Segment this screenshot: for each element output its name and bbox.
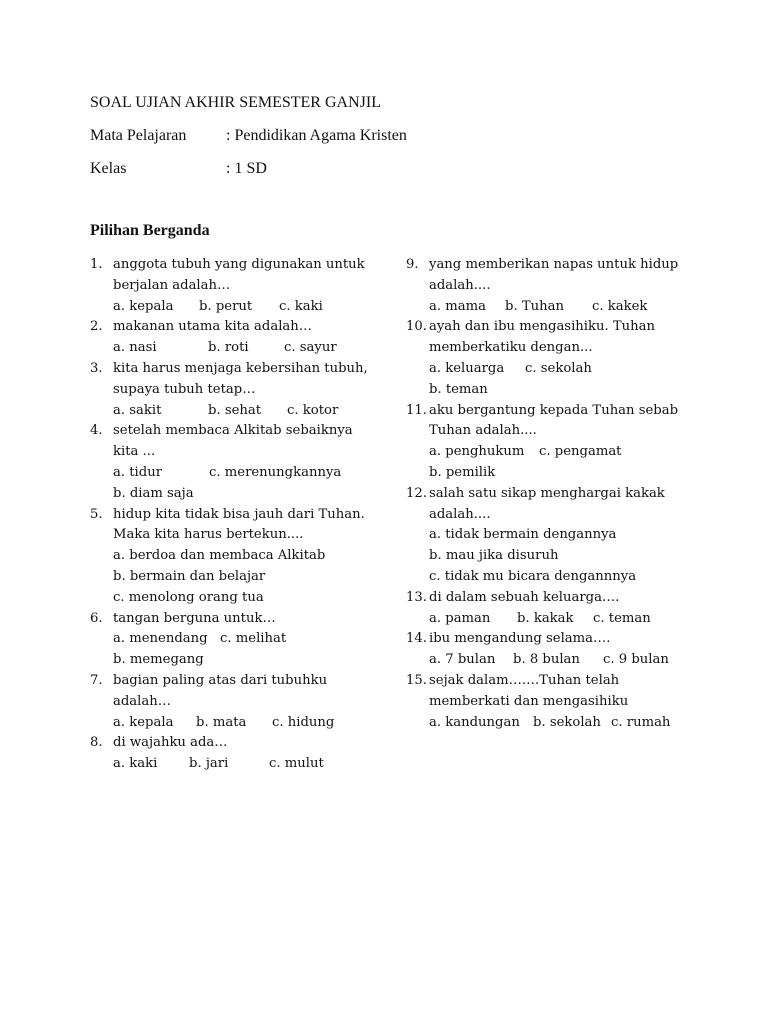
answer-option: c. kaki: [279, 298, 323, 314]
answer-option: a. nasi: [113, 340, 157, 356]
answer-option: c. melihat: [220, 631, 287, 647]
answer-option: b. Tuhan: [505, 298, 564, 314]
section-title: Pilihan Berganda: [90, 222, 210, 239]
answer-option: a. tidak bermain dengannya: [429, 527, 617, 543]
answer-option: b. diam saja: [113, 485, 194, 501]
answer-option: a. keluarga: [429, 360, 505, 376]
answer-option: a. kaki: [113, 756, 158, 772]
answer-option: c. menolong orang tua: [113, 589, 264, 605]
answer-option: b. teman: [429, 381, 488, 397]
answer-option: c. pengamat: [539, 444, 622, 460]
question-item: [90, 671, 390, 733]
answer-option: b. perut: [199, 298, 253, 314]
options-row: [113, 754, 390, 775]
question-number: 7.: [90, 672, 103, 688]
question-number: 11.: [406, 402, 427, 418]
class-label: Kelas: [90, 160, 127, 177]
question-text: makanan utama kita adalah…: [113, 319, 312, 335]
answer-option: c. tidak mu bicara dengannnya: [429, 568, 637, 584]
question-item: [406, 255, 706, 317]
class-value: : 1 SD: [226, 160, 267, 177]
question-item: [406, 629, 706, 671]
question-item: [90, 359, 390, 421]
question-item: [90, 733, 390, 775]
options-row: [113, 463, 390, 484]
options-row: [113, 297, 390, 318]
answer-option: b. sehat: [208, 402, 262, 418]
answer-option: c. kakek: [592, 298, 648, 314]
question-text: ibu mengandung selama….: [429, 631, 611, 647]
question-text: yang memberikan napas untuk hidup adalah....: [429, 257, 679, 293]
answer-option: b. mata: [196, 714, 247, 730]
answer-option: c. teman: [593, 610, 651, 626]
options-row: [113, 629, 390, 650]
question-item: [90, 609, 390, 671]
answer-option: a. paman: [429, 610, 491, 626]
question-item: [406, 671, 706, 733]
answer-option: a. kepala: [113, 714, 174, 730]
class-line: [90, 160, 490, 180]
answer-option: b. 8 bulan: [513, 652, 580, 668]
answer-option: a. tidur: [113, 464, 163, 480]
options-row: [429, 297, 706, 318]
question-text: kita harus menjaga kebersihan tubuh, supaya tubuh tetap…: [113, 360, 368, 397]
options-row: [429, 525, 706, 546]
answer-option: b. sekolah: [533, 714, 601, 730]
options-row: [429, 650, 706, 671]
subject-label: Mata Pelajaran: [90, 127, 187, 144]
question-text: salah satu sikap menghargai kakak adalah....: [429, 485, 665, 522]
answer-option: b. jari: [189, 756, 229, 772]
options-row: [429, 713, 706, 734]
options-row: [429, 567, 706, 588]
question-text: bagian paling atas dari tubuhku adalah…: [113, 672, 328, 709]
question-text: setelah membaca Alkitab sebaiknya kita ...: [113, 423, 353, 460]
question-text: tangan berguna untuk…: [113, 610, 276, 626]
options-row: [113, 567, 390, 588]
subject-value: : Pendidikan Agama Kristen: [226, 127, 407, 144]
options-row: [113, 546, 390, 567]
question-number: 4.: [90, 423, 103, 439]
question-item: [90, 255, 390, 317]
questions-right-column: [406, 255, 706, 733]
question-text: aku bergantung kepada Tuhan sebab Tuhan adalah....: [429, 402, 679, 439]
question-text: sejak dalam…….Tuhan telah memberkati dan mengasihiku: [429, 672, 629, 709]
options-row: [429, 546, 706, 567]
answer-option: a. penghukum: [429, 444, 525, 460]
options-row: [113, 713, 390, 734]
question-number: 12.: [406, 485, 427, 501]
question-text: hidup kita tidak bisa jauh dari Tuhan. Maka kita harus bertekun....: [113, 506, 365, 543]
answer-option: c. 9 bulan: [603, 652, 669, 668]
answer-option: c. mulut: [269, 756, 324, 772]
question-number: 14.: [406, 631, 427, 647]
question-item: [406, 401, 706, 484]
subject-line: [90, 127, 490, 147]
answer-option: a. berdoa dan membaca Alkitab: [113, 548, 326, 564]
answer-option: b. bermain dan belajar: [113, 568, 266, 584]
answer-option: c. sayur: [284, 340, 337, 356]
options-row: [113, 484, 390, 505]
options-row: [113, 401, 390, 422]
answer-option: c. kotor: [287, 402, 339, 418]
answer-option: b. roti: [208, 340, 249, 356]
question-number: 5.: [90, 506, 103, 522]
question-text: anggota tubuh yang digunakan untuk berjalan adalah…: [113, 257, 365, 293]
answer-option: b. mau jika disuruh: [429, 548, 559, 564]
answer-option: c. hidung: [272, 714, 335, 730]
exam-title: SOAL UJIAN AKHIR SEMESTER GANJIL: [90, 94, 381, 111]
answer-option: a. mama: [429, 298, 486, 314]
question-item: [90, 317, 390, 359]
question-number: 2.: [90, 319, 103, 335]
questions-left-column: [90, 255, 390, 775]
answer-option: b. memegang: [113, 652, 204, 668]
question-number: 13.: [406, 589, 427, 605]
options-row: [113, 588, 390, 609]
answer-option: c. rumah: [611, 714, 671, 730]
question-text: di wajahku ada…: [113, 735, 228, 751]
question-text: ayah dan ibu mengasihiku. Tuhan memberkatiku dengan...: [429, 319, 656, 356]
answer-option: a. 7 bulan: [429, 652, 496, 668]
answer-option: a. kandungan: [429, 714, 520, 730]
options-row: [429, 442, 706, 463]
options-row: [113, 650, 390, 671]
question-item: [406, 484, 706, 588]
question-item: [406, 317, 706, 400]
question-item: [90, 421, 390, 504]
question-text: di dalam sebuah keluarga….: [429, 589, 620, 605]
answer-option: a. menendang: [113, 631, 208, 647]
answer-option: a. kepala: [113, 298, 174, 314]
answer-option: c. sekolah: [525, 360, 592, 376]
question-number: 6.: [90, 610, 103, 626]
question-number: 3.: [90, 360, 103, 376]
options-row: [113, 338, 390, 359]
question-number: 8.: [90, 735, 103, 751]
question-item: [90, 505, 390, 609]
question-number: 15.: [406, 672, 427, 688]
answer-option: b. pemilik: [429, 464, 496, 480]
options-row: [429, 609, 706, 630]
question-number: 1.: [90, 257, 103, 272]
options-row: [429, 463, 706, 484]
question-number: 10.: [406, 319, 427, 335]
answer-option: a. sakit: [113, 402, 162, 418]
options-row: [429, 380, 706, 401]
question-item: [406, 588, 706, 630]
options-row: [429, 359, 706, 380]
question-number: 9.: [406, 257, 419, 272]
answer-option: c. merenungkannya: [209, 464, 342, 480]
answer-option: b. kakak: [517, 610, 574, 626]
